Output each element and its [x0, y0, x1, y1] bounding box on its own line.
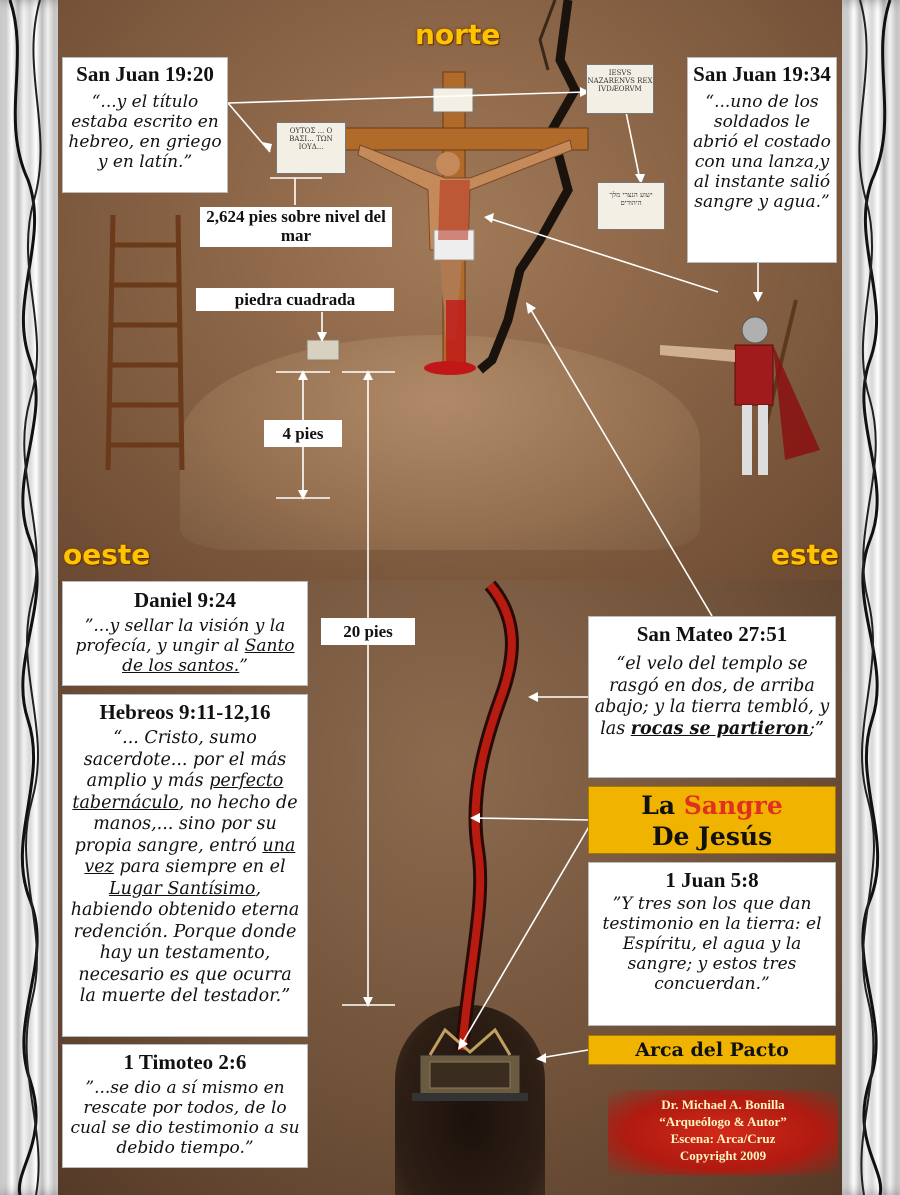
- hebrew-sign-text: ישוע הנצרי מלך היהודים: [609, 191, 653, 207]
- hebreos-underline-2: una vez: [84, 835, 296, 877]
- mateo-2751-card: [588, 616, 836, 778]
- sangre-line-2: De Jesús: [651, 822, 773, 851]
- san-juan-1934-card: [687, 57, 837, 263]
- san-juan-1934-title: San Juan 19:34: [693, 62, 831, 86]
- west-label: oeste: [63, 538, 151, 571]
- credit-line-3: Escena: Arca/Cruz: [670, 1131, 776, 1146]
- altitude-label: 2,624 pies sobre nivel del mar: [200, 207, 392, 247]
- hebreos-text-4: , habiendo obtenido eterna redención. Porque donde hay un testamento, necesario es que ocurra la muerte del testador.”: [70, 878, 300, 1006]
- sangre-de-jesus-plaque: [588, 786, 836, 854]
- daniel-text-a: ”...y sellar la visión y la profecía, y ungir al: [75, 616, 286, 656]
- juan-158-text: ”Y tres son los que dan testimonio en la tierra: el Espíritu, el agua y la sangre; y estos tres concuerdan.”: [602, 894, 822, 994]
- hebreos-title: Hebreos 9:11-12,16: [99, 700, 271, 724]
- juan-158-title: 1 Juan 5:8: [665, 868, 759, 892]
- san-juan-1934-text: “...uno de los soldados le abrió el costado con una lanza,y al instante salió sangre y agua.”: [693, 92, 831, 212]
- daniel-text-b: ”: [239, 656, 248, 676]
- hebreos-text-1: “... Cristo, sumo sacerdote... por el más amplio y más: [83, 728, 287, 791]
- daniel-text-underlined: Santo de los santos.: [122, 636, 295, 676]
- east-label: este: [771, 538, 840, 571]
- daniel-924-card: [62, 581, 308, 686]
- greek-sign-text: OYTOΣ ... O BAΣI... TΩN IOYΔ...: [289, 127, 333, 151]
- timoteo-26-text: ”...se dio a sí mismo en rescate por todos, de lo cual se dio testimonio a su debido tiempo.”: [70, 1078, 300, 1158]
- latin-sign-text: IESVS NAZARENVS REX IVDÆORVM: [587, 69, 653, 93]
- square-stone: [307, 340, 339, 360]
- mateo-text-underlined: rocas se partieron: [630, 718, 809, 739]
- author-credit: [608, 1090, 838, 1175]
- latin-sign: [586, 64, 654, 114]
- mateo-2751-title: San Mateo 27:51: [636, 622, 788, 646]
- hebreos-card: [62, 694, 308, 1037]
- credit-line-2: “Arqueólogo & Autor”: [659, 1114, 787, 1129]
- san-juan-1920-card: [62, 57, 228, 193]
- sangre-word-sangre: Sangre: [683, 791, 783, 820]
- twenty-feet-label: 20 pies: [321, 618, 415, 645]
- daniel-924-text: [69, 616, 301, 676]
- earthquake-crack: [480, 0, 575, 370]
- north-label: norte: [415, 18, 501, 51]
- hebreos-underline-1: perfecto tabernáculo: [72, 771, 284, 813]
- hebreos-text-3: para siempre en el: [113, 857, 286, 877]
- roman-soldier-icon: [660, 300, 820, 475]
- mateo-text-a: “el velo del templo se rasgó en dos, de arriba abajo; y la tierra tembló, y las: [594, 654, 830, 739]
- mateo-text-b: ;”: [808, 718, 824, 739]
- greek-sign: [276, 122, 346, 174]
- ladder-icon: [108, 215, 182, 470]
- timoteo-26-card: [62, 1044, 308, 1168]
- credit-line-4: Copyright 2009: [679, 1148, 767, 1163]
- hebrew-sign: [597, 182, 665, 230]
- san-juan-1920-text: “...y el título estaba escrito en hebreo, en griego y en latín.”: [68, 92, 222, 172]
- daniel-924-title: Daniel 9:24: [133, 588, 237, 612]
- ark-of-covenant-icon: [412, 1030, 528, 1101]
- square-stone-label: piedra cuadrada: [196, 288, 394, 311]
- juan-158-card: [588, 862, 836, 1026]
- credit-line-1: Dr. Michael A. Bonilla: [661, 1097, 785, 1112]
- hebreos-text: [68, 728, 302, 1008]
- mateo-2751-text: [594, 654, 830, 740]
- san-juan-1920-title: San Juan 19:20: [76, 62, 214, 86]
- sangre-word-la: La: [641, 791, 676, 820]
- four-feet-label: 4 pies: [264, 420, 342, 447]
- hebreos-underline-3: Lugar Santísimo: [108, 878, 256, 899]
- hebreos-text-2: , no hecho de manos,... sino por su propia sangre, entró: [74, 792, 298, 856]
- timoteo-26-title: 1 Timoteo 2:6: [123, 1050, 247, 1074]
- sangre-line-1: [589, 790, 835, 821]
- arca-del-pacto-label: Arca del Pacto: [588, 1035, 836, 1065]
